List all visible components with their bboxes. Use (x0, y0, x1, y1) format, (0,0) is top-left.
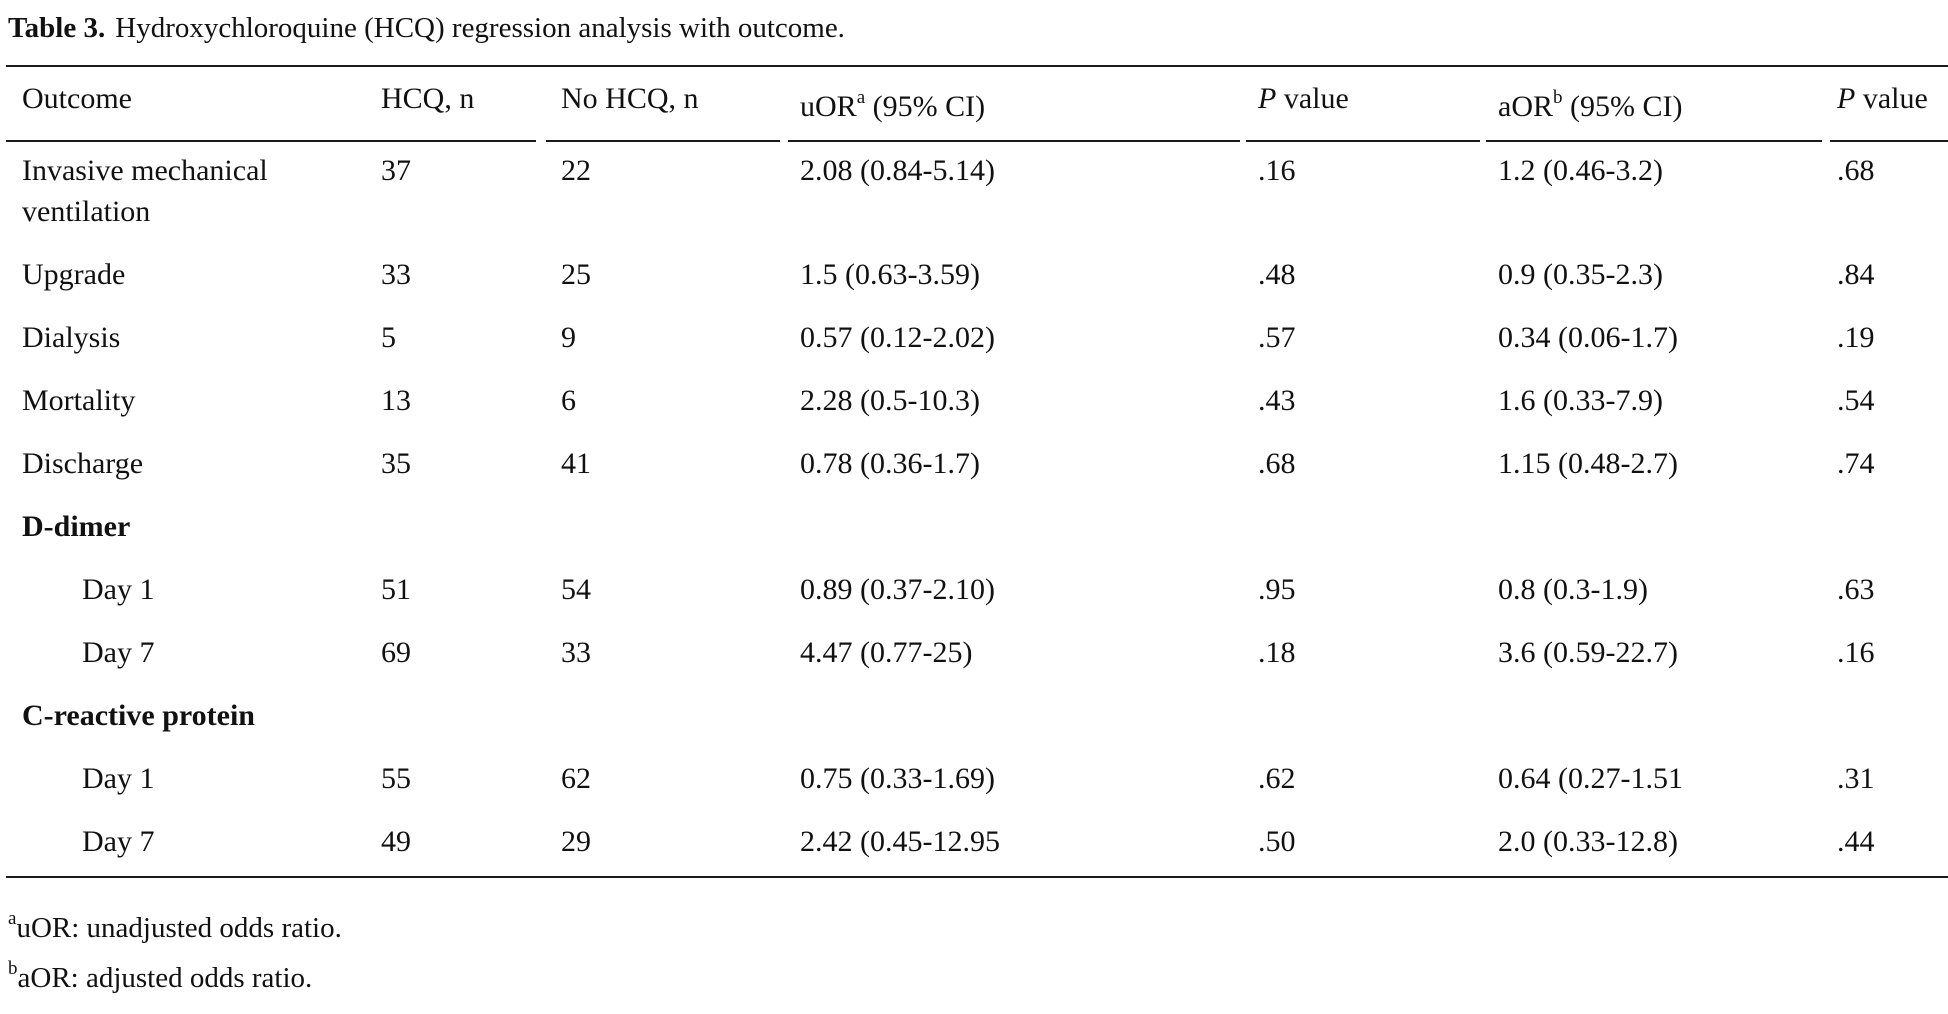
header-outcome: Outcome (22, 82, 132, 115)
table-top-rule (6, 65, 1948, 67)
table-row-6-p2: .63 (1837, 573, 1875, 606)
table-row-1-p2: .84 (1837, 258, 1875, 291)
table-row-10-hcq: 49 (381, 825, 411, 858)
table-row-3-outcome: Mortality (22, 384, 136, 417)
header-rule-p2 (1830, 140, 1948, 142)
table-row-0-p1: .16 (1258, 154, 1296, 187)
section-heading-c-reactive-protein: C-reactive protein (22, 699, 255, 732)
table-row-4-p2: .74 (1837, 447, 1875, 480)
table-row-0-p2: .68 (1837, 154, 1875, 187)
header-rule-uor (788, 140, 1240, 142)
table-row-10-uor: 2.42 (0.45-12.95 (800, 825, 1000, 858)
table-row-4-no-hcq: 41 (561, 447, 591, 480)
header-aor-footnote-mark: b (1553, 87, 1563, 108)
table-row-7-no-hcq: 33 (561, 636, 591, 669)
table-row-3-aor: 1.6 (0.33-7.9) (1498, 384, 1663, 417)
header-p1-letter: P (1258, 82, 1277, 115)
table-row-10-p1: .50 (1258, 825, 1296, 858)
header-aor (1498, 86, 1682, 127)
table-row-3-p1: .43 (1258, 384, 1296, 417)
table-row-6-outcome: Day 1 (82, 573, 155, 606)
table-row-0-no-hcq: 22 (561, 154, 591, 187)
table-row-1-hcq: 33 (381, 258, 411, 291)
section-heading-d-dimer: D-dimer (22, 510, 131, 543)
header-p-value-2 (1837, 78, 1928, 119)
table-row-7-outcome: Day 7 (82, 636, 155, 669)
table-row-9-aor: 0.64 (0.27-1.51 (1498, 762, 1683, 795)
header-uor (800, 86, 985, 127)
table-row-0-hcq: 37 (381, 154, 411, 187)
table-row-1-uor: 1.5 (0.63-3.59) (800, 258, 980, 291)
header-rule-aor (1486, 140, 1822, 142)
table-bottom-rule (6, 876, 1948, 878)
table-caption (8, 12, 845, 45)
table-row-2-p1: .57 (1258, 321, 1296, 354)
table-row-6-uor: 0.89 (0.37-2.10) (800, 573, 995, 606)
table-row-7-aor: 3.6 (0.59-22.7) (1498, 636, 1678, 669)
table-row-0-outcome: Invasive mechanical ventilation (22, 154, 268, 228)
table-row-1-outcome: Upgrade (22, 258, 126, 291)
footnote-b (8, 958, 313, 995)
table-row-7-uor: 4.47 (0.77-25) (800, 636, 973, 669)
header-p-value-1 (1258, 78, 1349, 119)
header-aor-abbrev: aOR (1498, 90, 1553, 123)
table-row-10-outcome: Day 7 (82, 825, 155, 858)
header-uor-abbrev: uOR (800, 90, 857, 123)
table-row-9-p1: .62 (1258, 762, 1296, 795)
header-p2-word: value (1855, 82, 1928, 115)
table-row-3-hcq: 13 (381, 384, 411, 417)
table-row-0-aor: 1.2 (0.46-3.2) (1498, 154, 1663, 187)
table-row-3-uor: 2.28 (0.5-10.3) (800, 384, 980, 417)
header-rule-outcome (6, 140, 536, 142)
table-row-4-outcome: Discharge (22, 447, 144, 480)
table-row-7-p1: .18 (1258, 636, 1296, 669)
table-row-3-p2: .54 (1837, 384, 1875, 417)
table-row-6-p1: .95 (1258, 573, 1296, 606)
footnote-b-text: aOR: adjusted odds ratio. (17, 962, 313, 994)
table-row-0-uor: 2.08 (0.84-5.14) (800, 154, 995, 187)
table-row-4-p1: .68 (1258, 447, 1296, 480)
header-uor-footnote-mark: a (856, 87, 866, 108)
table-row-10-aor: 2.0 (0.33-12.8) (1498, 825, 1678, 858)
table-row-9-hcq: 55 (381, 762, 411, 795)
table-row-1-p1: .48 (1258, 258, 1296, 291)
table-row-6-aor: 0.8 (0.3-1.9) (1498, 573, 1648, 606)
table-row-1-aor: 0.9 (0.35-2.3) (1498, 258, 1663, 291)
header-no-hcq: No HCQ, n (561, 82, 699, 115)
table-row-4-aor: 1.15 (0.48-2.7) (1498, 447, 1678, 480)
table-row-2-aor: 0.34 (0.06-1.7) (1498, 321, 1678, 354)
table-row-2-uor: 0.57 (0.12-2.02) (800, 321, 995, 354)
footnote-a-mark: a (8, 908, 17, 929)
caption-text: Hydroxychloroquine (HCQ) regression analysis with outcome. (115, 12, 845, 44)
header-rule-p1 (1246, 140, 1480, 142)
table-row-2-no-hcq: 9 (561, 321, 576, 354)
footnote-a-text: uOR: unadjusted odds ratio. (16, 912, 342, 944)
footnote-b-mark: b (8, 958, 18, 979)
table-row-4-uor: 0.78 (0.36-1.7) (800, 447, 980, 480)
table-row-2-p2: .19 (1837, 321, 1875, 354)
header-p1-word: value (1276, 82, 1349, 115)
table-row-6-hcq: 51 (381, 573, 411, 606)
table-row-7-hcq: 69 (381, 636, 411, 669)
table-row-2-outcome: Dialysis (22, 321, 121, 354)
table-row-9-uor: 0.75 (0.33-1.69) (800, 762, 995, 795)
footnote-a (8, 908, 342, 945)
header-aor-ci: (95% CI) (1562, 90, 1683, 123)
table-row-2-hcq: 5 (381, 321, 396, 354)
table-row-9-p2: .31 (1837, 762, 1875, 795)
table-row-4-hcq: 35 (381, 447, 411, 480)
header-hcq: HCQ, n (381, 82, 475, 115)
caption-label: Table 3. (8, 12, 106, 44)
table-row-3-no-hcq: 6 (561, 384, 576, 417)
table-row-7-p2: .16 (1837, 636, 1875, 669)
table-row-9-outcome: Day 1 (82, 762, 155, 795)
table-row-6-no-hcq: 54 (561, 573, 591, 606)
table-row-1-no-hcq: 25 (561, 258, 591, 291)
header-rule-no-hcq (546, 140, 780, 142)
table-row-9-no-hcq: 62 (561, 762, 591, 795)
header-uor-ci: (95% CI) (865, 90, 986, 123)
table-row-10-no-hcq: 29 (561, 825, 591, 858)
table-row-10-p2: .44 (1837, 825, 1875, 858)
header-p2-letter: P (1837, 82, 1856, 115)
